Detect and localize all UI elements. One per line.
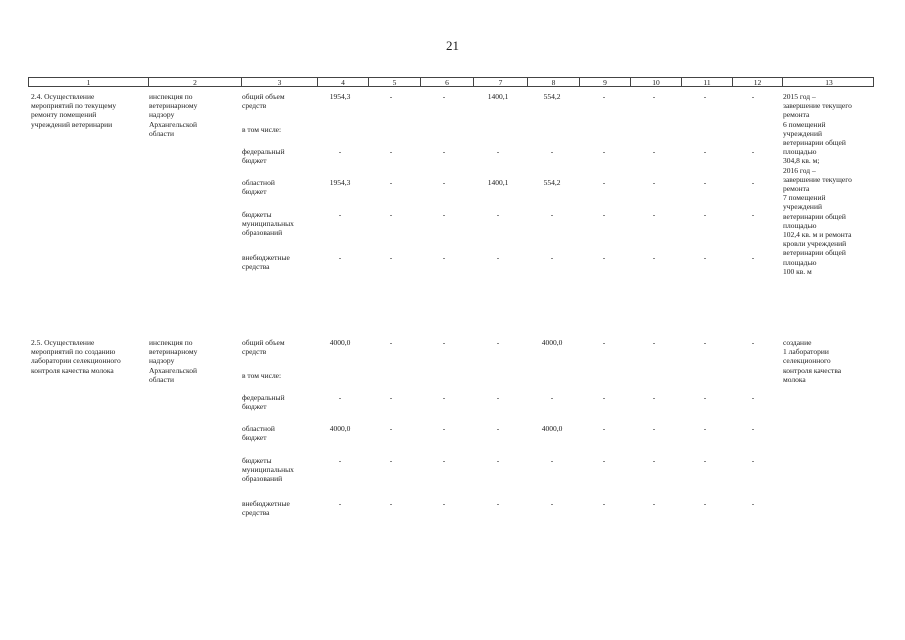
funding-value: - xyxy=(703,178,707,187)
funding-value: - xyxy=(389,147,393,156)
executor-name: инспекция по ветеринарному надзору Архангельской области xyxy=(149,338,198,384)
funding-value: - xyxy=(751,338,755,347)
funding-source-label: общий объем средств xyxy=(242,338,285,357)
funding-value: 554,2 xyxy=(543,178,561,187)
funding-value: - xyxy=(338,253,342,262)
funding-value: - xyxy=(751,499,755,508)
funding-value: 4000,0 xyxy=(329,424,351,433)
result-description: 2015 год – завершение текущего ремонта 6 помещений учреждений ветеринарии общей площадью 304,8 кв. м; 2016 год – завершение текущего ремонта 7 помещений учреждений ветеринарии общей площадью 102,4 кв. м и ремонта кровли учреждений ветеринарии общей площадью 100 кв. м xyxy=(783,92,852,276)
header-col-10: 10 xyxy=(630,78,681,87)
funding-value: - xyxy=(602,253,606,262)
header-col-9: 9 xyxy=(579,78,630,87)
funding-value: - xyxy=(602,210,606,219)
funding-value: - xyxy=(703,499,707,508)
funding-value: - xyxy=(751,92,755,101)
funding-value: - xyxy=(703,210,707,219)
funding-value: 4000,0 xyxy=(541,424,563,433)
funding-value: - xyxy=(389,253,393,262)
funding-value: - xyxy=(751,456,755,465)
result-description: создание 1 лаборатории селекционного контроля качества молока xyxy=(783,338,842,384)
funding-value: - xyxy=(550,499,554,508)
funding-value: - xyxy=(389,499,393,508)
header-col-3: 3 xyxy=(241,78,317,87)
funding-value: - xyxy=(442,253,446,262)
funding-source-label: бюджеты муниципальных образований xyxy=(242,456,294,484)
header-col-2: 2 xyxy=(148,78,241,87)
funding-source-label: федеральный бюджет xyxy=(242,393,285,412)
funding-source-label: федеральный бюджет xyxy=(242,147,285,166)
funding-source-label: бюджеты муниципальных образований xyxy=(242,210,294,238)
funding-value: - xyxy=(338,147,342,156)
funding-value: - xyxy=(496,424,500,433)
header-col-7: 7 xyxy=(473,78,527,87)
header-col-12: 12 xyxy=(732,78,782,87)
funding-value: - xyxy=(550,456,554,465)
funding-value: - xyxy=(703,147,707,156)
funding-value: - xyxy=(652,210,656,219)
funding-value: - xyxy=(751,253,755,262)
funding-value: - xyxy=(496,393,500,402)
funding-value: 554,2 xyxy=(543,92,561,101)
header-col-4: 4 xyxy=(317,78,368,87)
funding-value: - xyxy=(703,92,707,101)
funding-value: - xyxy=(602,147,606,156)
funding-value: - xyxy=(442,456,446,465)
funding-value: 1400,1 xyxy=(487,92,509,101)
funding-value: - xyxy=(338,393,342,402)
funding-value: - xyxy=(338,456,342,465)
funding-value: - xyxy=(652,424,656,433)
funding-value: - xyxy=(442,393,446,402)
funding-source-label: внебюджетные средства xyxy=(242,253,290,272)
funding-value: - xyxy=(389,338,393,347)
funding-source-label: областной бюджет xyxy=(242,424,275,443)
funding-value: - xyxy=(652,338,656,347)
funding-value: - xyxy=(442,178,446,187)
funding-value: - xyxy=(496,253,500,262)
funding-value: - xyxy=(751,178,755,187)
funding-value: 4000,0 xyxy=(329,338,351,347)
header-col-11: 11 xyxy=(681,78,732,87)
funding-value: - xyxy=(703,338,707,347)
funding-value: - xyxy=(442,338,446,347)
funding-value: - xyxy=(652,147,656,156)
header-col-8: 8 xyxy=(527,78,579,87)
funding-value: - xyxy=(652,253,656,262)
funding-value: - xyxy=(602,424,606,433)
funding-source-label: областной бюджет xyxy=(242,178,275,197)
funding-value: - xyxy=(703,456,707,465)
funding-value: - xyxy=(751,147,755,156)
funding-source-label: внебюджетные средства xyxy=(242,499,290,518)
header-col-5: 5 xyxy=(368,78,420,87)
page-number: 21 xyxy=(446,38,459,53)
header-col-1: 1 xyxy=(86,78,91,87)
funding-source-label: общий объем средств xyxy=(242,92,285,111)
executor-name: инспекция по ветеринарному надзору Архангельской области xyxy=(149,92,198,138)
header-col-13: 13 xyxy=(782,78,875,87)
funding-source-label: в том числе: xyxy=(242,371,282,380)
funding-value: - xyxy=(602,92,606,101)
funding-value: - xyxy=(338,499,342,508)
funding-value: - xyxy=(602,456,606,465)
funding-value: 1954,3 xyxy=(329,178,351,187)
funding-value: - xyxy=(703,393,707,402)
table-header-row xyxy=(28,77,874,87)
funding-value: - xyxy=(550,210,554,219)
funding-value: - xyxy=(550,253,554,262)
funding-value: - xyxy=(442,147,446,156)
funding-value: - xyxy=(652,178,656,187)
measure-name: 2.5. Осуществление мероприятий по созданию лаборатории селекционного контроля качества молока xyxy=(31,338,121,375)
funding-value: - xyxy=(389,92,393,101)
funding-value: - xyxy=(652,499,656,508)
funding-value: 4000,0 xyxy=(541,338,563,347)
funding-value: - xyxy=(652,456,656,465)
funding-value: - xyxy=(751,424,755,433)
funding-value: - xyxy=(602,338,606,347)
funding-value: 1954,3 xyxy=(329,92,351,101)
funding-value: - xyxy=(703,424,707,433)
funding-value: - xyxy=(496,210,500,219)
funding-value: - xyxy=(496,499,500,508)
funding-value: - xyxy=(338,210,342,219)
funding-value: - xyxy=(389,178,393,187)
header-col-6: 6 xyxy=(420,78,473,87)
funding-value: - xyxy=(442,424,446,433)
funding-value: - xyxy=(550,393,554,402)
funding-value: - xyxy=(652,92,656,101)
funding-value: - xyxy=(389,393,393,402)
funding-value: 1400,1 xyxy=(487,178,509,187)
funding-value: - xyxy=(389,210,393,219)
funding-value: - xyxy=(496,147,500,156)
funding-value: - xyxy=(389,456,393,465)
funding-value: - xyxy=(602,178,606,187)
funding-source-label: в том числе: xyxy=(242,125,282,134)
funding-value: - xyxy=(389,424,393,433)
funding-value: - xyxy=(652,393,656,402)
funding-value: - xyxy=(496,456,500,465)
funding-value: - xyxy=(442,92,446,101)
funding-value: - xyxy=(751,210,755,219)
funding-value: - xyxy=(751,393,755,402)
measure-name: 2.4. Осуществление мероприятий по текущему ремонту помещений учреждений ветеринарии xyxy=(31,92,117,129)
funding-value: - xyxy=(703,253,707,262)
funding-value: - xyxy=(602,393,606,402)
funding-value: - xyxy=(442,499,446,508)
funding-value: - xyxy=(496,338,500,347)
funding-value: - xyxy=(602,499,606,508)
funding-value: - xyxy=(550,147,554,156)
funding-value: - xyxy=(442,210,446,219)
